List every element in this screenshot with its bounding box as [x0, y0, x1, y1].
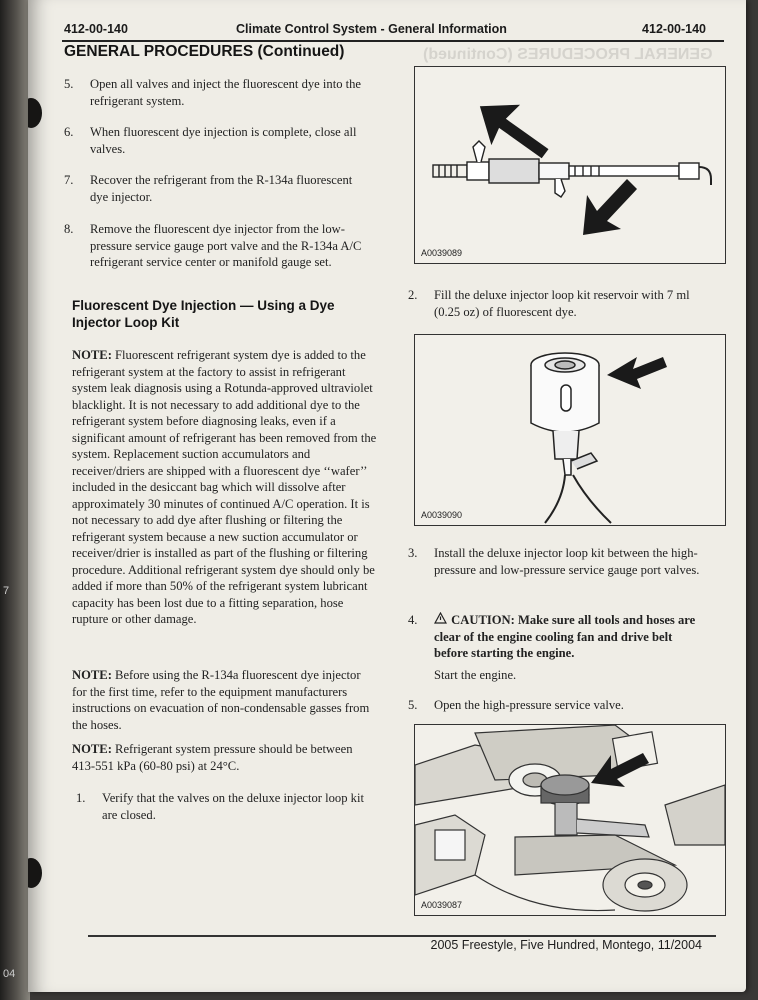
step-body — [434, 612, 708, 683]
step-number: 6. — [64, 125, 74, 139]
step-number: 5. — [408, 698, 418, 712]
warning-triangle-icon — [434, 612, 448, 629]
step-text: Install the deluxe injector loop kit between the high-pressure and low-pressure service gauge port valves. — [434, 546, 700, 577]
note-pressure — [72, 741, 377, 774]
step-number: 2. — [408, 288, 418, 302]
figure-id: A0039089 — [421, 248, 463, 258]
section-title: GENERAL PROCEDURES (Continued) — [64, 43, 345, 60]
edge-mark: 04 — [3, 968, 16, 980]
step-text: Remove the fluorescent dye injector from the low-pressure service gauge port valve and the R-134a A/C refrigerant service center or manifold gauge set. — [90, 222, 362, 269]
injector-loop-illustration — [415, 67, 725, 263]
step-number: 1. — [76, 791, 86, 805]
footer-text: 2005 Freestyle, Five Hundred, Montego, 11/2004 — [430, 938, 702, 952]
step-8 — [64, 221, 369, 271]
manual-page — [28, 0, 746, 992]
note-text: Before using the R-134a fluorescent dye injector for the first time, refer to the equipment manufacturers instructions on evacuation of non-condensable gasses from the hoses. — [72, 668, 370, 732]
figure-id: A0039090 — [421, 510, 463, 520]
note-label: NOTE: — [72, 668, 112, 682]
bleed-through-text: GENERAL PROCEDURES (Continued) — [423, 46, 713, 63]
header-title: Climate Control System - General Information — [236, 22, 507, 36]
caution-text: CAUTION: Make sure all tools and hoses are clear of the engine cooling fan and drive belt before starting the engine. — [434, 613, 696, 660]
header-rule — [62, 40, 724, 42]
step-text: Fill the deluxe injector loop kit reservoir with 7 ml (0.25 oz) of fluorescent dye. — [434, 288, 690, 319]
binder-hole-bottom — [28, 858, 42, 888]
step-1 — [76, 790, 371, 823]
page-number-left: 412-00-140 — [64, 22, 128, 36]
figure-service-valve — [414, 724, 726, 916]
step-2 — [408, 287, 708, 320]
step-text: Recover the refrigerant from the R-134a fluorescent dye injector. — [90, 173, 353, 204]
page-number-right: 412-00-140 — [642, 22, 706, 36]
figure-id: A0039087 — [421, 900, 463, 910]
reservoir-illustration — [415, 335, 725, 525]
step-3 — [408, 545, 708, 578]
figure-injector-valves — [414, 66, 726, 264]
binder-spine — [0, 0, 30, 1000]
note-text: Fluorescent refrigerant system dye is added to the refrigerant system at the factory to assist in refrigerant system leak diagnosis using a Rotunda-approved ultraviolet blacklight. It is not necessary to add additional dye to the refrigerant system before diagnosing leaks, even if a significant amount of refrigerant has been removed from the system. Replacement suction accumulators and receiver/driers are shipped with a fluorescent dye ‘‘wafer’’ included in the desiccant bag which will dissolve after approximately 30 minutes of continued A/C operation. It is not necessary to add dye after flushing or filtering the refrigerant system because a new suction accumulator or receiver/drier is installed as part of the flushing or filtering procedure. Additional refrigerant system dye should only be added if more than 50% of the refrigerant system lubricant capacity has been lost due to a fitting separation, hose rupture or other damage. — [72, 348, 377, 626]
step-number: 7. — [64, 173, 74, 187]
figure-reservoir — [414, 334, 726, 526]
service-valve-illustration — [415, 725, 725, 915]
subsection-title: Fluorescent Dye Injection — Using a Dye Injector Loop Kit — [72, 298, 335, 330]
arrow-icon — [607, 357, 667, 389]
step-text: When fluorescent dye injection is complete, close all valves. — [90, 125, 357, 156]
arrow-icon — [480, 98, 550, 166]
step-number: 4. — [408, 613, 418, 627]
step-text: Open all valves and inject the fluorescent dye into the refrigerant system. — [90, 77, 362, 108]
step-text: Open the high-pressure service valve. — [434, 698, 624, 712]
step-number: 8. — [64, 222, 74, 236]
step-5-right — [408, 697, 708, 714]
step-7 — [64, 172, 369, 205]
note-label: NOTE: — [72, 742, 112, 756]
step-5 — [64, 76, 369, 109]
edge-mark: 7 — [3, 585, 10, 597]
footer-rule — [88, 935, 716, 937]
binder-hole-top — [28, 98, 42, 128]
note-text: Refrigerant system pressure should be between 413-551 kPa (60-80 psi) at 24°C. — [72, 742, 353, 773]
note-label: NOTE: — [72, 348, 112, 362]
step-text: Start the engine. — [434, 667, 517, 682]
step-number: 5. — [64, 77, 74, 91]
step-6 — [64, 124, 369, 157]
step-4 — [408, 612, 708, 683]
note-dye — [72, 347, 377, 628]
step-text: Verify that the valves on the deluxe injector loop kit are closed. — [102, 791, 364, 822]
step-number: 3. — [408, 546, 418, 560]
arrow-icon — [583, 179, 637, 235]
note-evacuation — [72, 667, 377, 733]
